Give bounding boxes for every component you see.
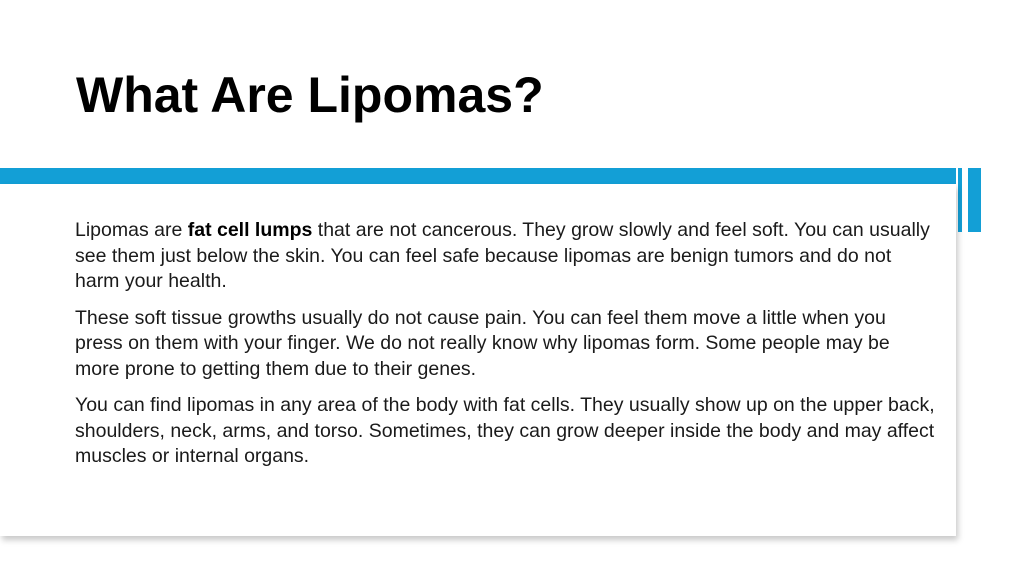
accent-right-wide	[968, 168, 981, 232]
paragraph-1-after: that are not cancerous. They grow slowly and feel soft. You can usually see them just below the skin. You can feel safe because lipomas are benign tumors and do not harm your health.	[75, 219, 930, 292]
paragraph-1	[75, 218, 935, 295]
paragraph-3: You can find lipomas in any area of the body with fat cells. They usually show up on the upper back, shoulders, neck, arms, and torso. Sometimes, they can grow deeper inside the body and may affect muscles or internal organs.	[75, 394, 935, 467]
paragraph-1-before: Lipomas are	[75, 219, 188, 241]
slide-title: What Are Lipomas?	[76, 67, 544, 123]
accent-bar	[0, 168, 956, 184]
paragraph-1-bold: fat cell lumps	[187, 219, 313, 241]
body-text	[75, 218, 935, 481]
paragraph-2: These soft tissue growths usually do not cause pain. You can feel them move a little when you press on them with your finger. We do not really know why lipomas form. Some people may be more prone to getting them due to their genes.	[75, 306, 890, 380]
accent-right-thin	[958, 168, 962, 232]
